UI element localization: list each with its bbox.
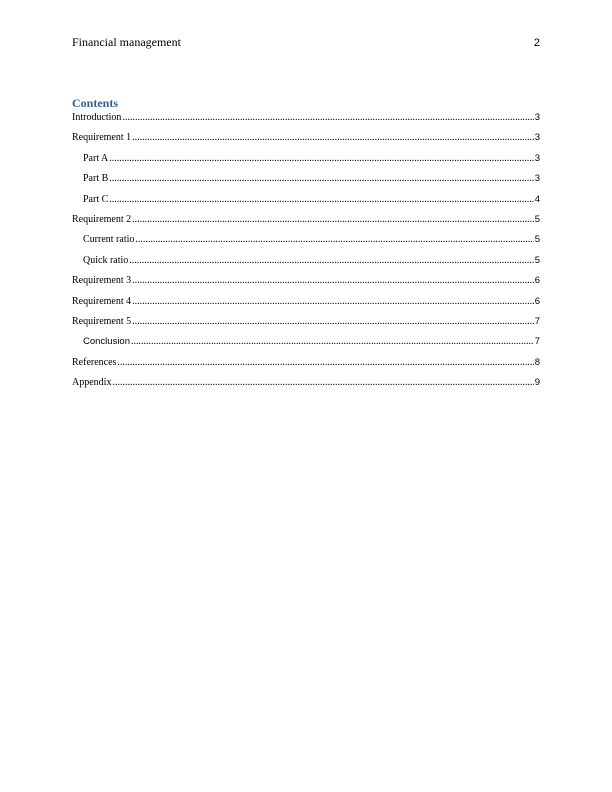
- toc-entry-page: 6: [534, 275, 540, 287]
- toc-entry-page: 7: [534, 336, 540, 348]
- toc-entry-label: Part B: [83, 173, 109, 185]
- toc-entry-page: 8: [534, 356, 540, 368]
- toc-entry-label: Quick ratio: [83, 254, 129, 266]
- dot-leader: [122, 112, 533, 124]
- toc-entry-label: Introduction: [72, 112, 122, 123]
- toc-entry-conclusion[interactable]: [72, 336, 540, 356]
- dot-leader: [109, 194, 533, 206]
- toc-entry-label: Requirement 3: [72, 275, 132, 287]
- toc-entry-part-b[interactable]: [72, 173, 540, 193]
- toc-entry-part-c[interactable]: [72, 194, 540, 214]
- toc-entry-label: Current ratio: [83, 234, 135, 246]
- toc-entry-label: Requirement 1: [72, 132, 132, 144]
- toc-entry-label: Part A: [83, 152, 109, 164]
- dot-leader: [131, 336, 534, 348]
- toc-entry-requirement-2[interactable]: [72, 214, 540, 234]
- toc-entry-page: 5: [534, 213, 540, 225]
- dot-leader: [112, 377, 533, 389]
- toc-entry-requirement-5[interactable]: [72, 316, 540, 336]
- toc-entry-label: References: [72, 356, 117, 368]
- toc-entry-requirement-3[interactable]: [72, 275, 540, 295]
- toc-entry-page: 3: [534, 132, 540, 144]
- toc-entry-page: 7: [534, 315, 540, 327]
- toc-entry-page: 5: [534, 234, 540, 246]
- dot-leader: [132, 316, 534, 328]
- dot-leader: [132, 132, 534, 144]
- toc-entry-references[interactable]: [72, 357, 540, 377]
- toc-entry-introduction[interactable]: [72, 112, 540, 132]
- toc-entry-page: 6: [534, 295, 540, 307]
- toc-entry-page: 3: [534, 152, 540, 164]
- header-page-number: 2: [533, 37, 540, 49]
- header-title: Financial management: [72, 35, 181, 49]
- toc-entry-requirement-4[interactable]: [72, 296, 540, 316]
- toc-entry-label: Appendix: [72, 377, 112, 389]
- dot-leader: [132, 296, 534, 308]
- page-header: [72, 35, 540, 51]
- toc-entry-part-a[interactable]: [72, 153, 540, 173]
- toc-heading: Contents: [72, 96, 119, 110]
- dot-leader: [132, 275, 534, 287]
- dot-leader: [109, 153, 533, 165]
- toc-entry-requirement-1[interactable]: [72, 132, 540, 152]
- toc-entry-label: Requirement 2: [72, 213, 132, 225]
- toc-entry-page: 9: [534, 377, 540, 389]
- toc-entry-current-ratio[interactable]: [72, 234, 540, 254]
- toc-entry-page: 5: [534, 254, 540, 266]
- toc-entry-quick-ratio[interactable]: [72, 255, 540, 275]
- toc-entry-label: Requirement 5: [72, 315, 132, 327]
- toc-entry-label: Conclusion: [83, 336, 130, 348]
- dot-leader: [109, 173, 533, 185]
- toc-entry-page: 3: [534, 112, 540, 123]
- dot-leader: [135, 234, 533, 246]
- toc-entry-label: Part C: [83, 193, 109, 205]
- table-of-contents: [72, 112, 540, 397]
- toc-entry-appendix[interactable]: [72, 377, 540, 397]
- toc-entry-label: Requirement 4: [72, 295, 132, 307]
- dot-leader: [132, 214, 534, 226]
- toc-entry-page: 3: [534, 173, 540, 185]
- dot-leader: [129, 255, 533, 267]
- dot-leader: [117, 357, 533, 369]
- toc-entry-page: 4: [534, 193, 540, 205]
